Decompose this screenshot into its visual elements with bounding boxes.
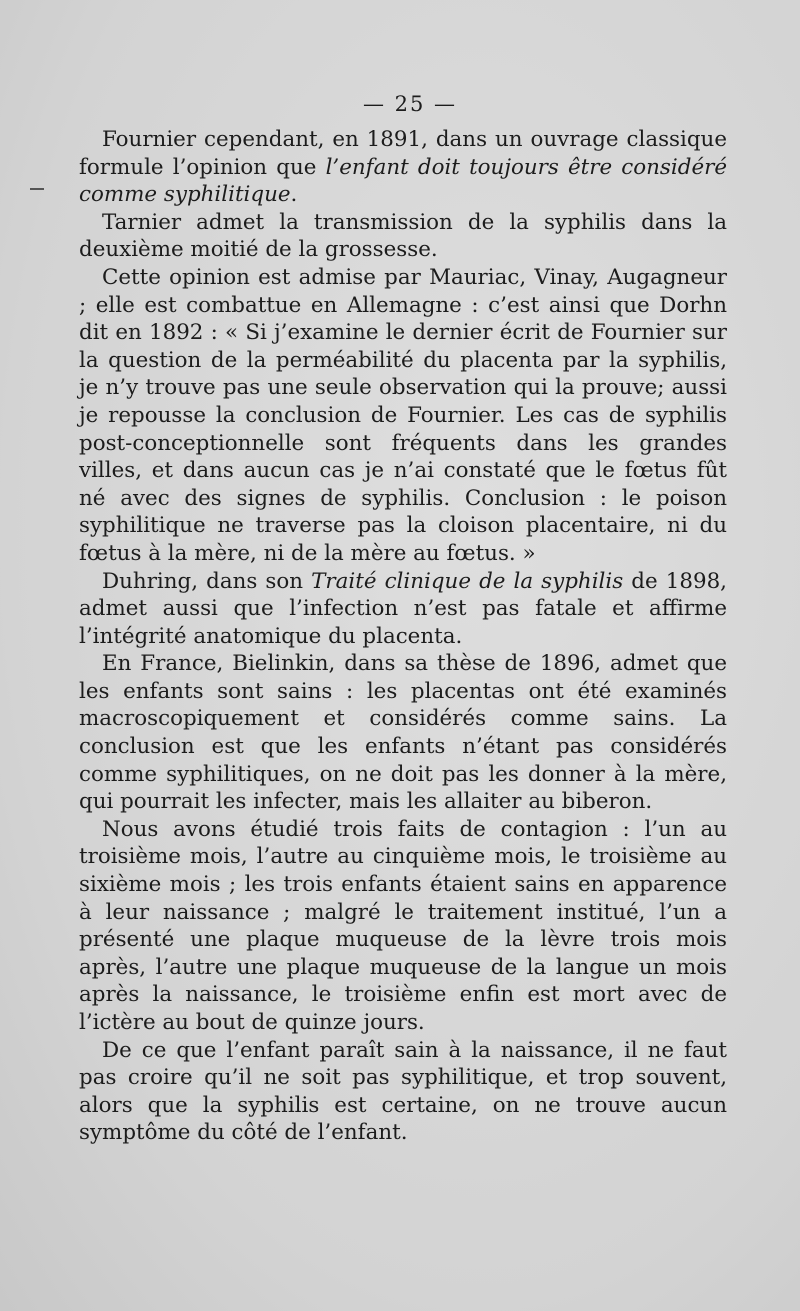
text-run: Cette opinion est admise par Mauriac, Vinay, Augagneur ; elle est combattue en Allemagne : c’est ainsi que Dorhn dit en 1892 : « Si j’examine le dernier écrit de Fournier sur la question de la perméabilité du placenta par la syphilis, je n’y trouve pas une seule observation qui la prouve; aussi je repousse la conclusion de Fournier. Les cas de syphilis post-conceptionnelle sont fréquents dans les grandes villes, et dans aucun cas je n’ai constaté que le fœtus fût né avec des signes de syphilis. Conclusion : le poison syphilitique ne traverse pas la cloison placentaire, ni du fœtus à la mère, ni de la mère au fœtus. »	[79, 264, 727, 566]
paragraph	[79, 816, 727, 1037]
paragraph	[79, 209, 727, 264]
body-text	[79, 126, 727, 1147]
paragraph	[79, 126, 727, 209]
paragraph	[79, 1037, 727, 1147]
text-run: Fournier cependant, en 1891, dans un ouvrage classique formule l’opinion que	[79, 127, 727, 180]
text-run: Tarnier admet la transmission de la syphilis dans la deuxième moitié de la grossesse.	[79, 209, 727, 263]
paragraph	[79, 264, 727, 568]
margin-mark	[30, 188, 44, 190]
italic-text: Traité clinique de la syphilis	[311, 568, 624, 594]
text-run: de 1898, admet aussi que l’infection n’est pas fatale et affirme l’intégrité anatomique du placenta.	[79, 568, 727, 649]
text-run: Nous avons étudié trois faits de contagion : l’un au troisième mois, l’autre au cinquième mois, le troisième au sixième mois ; les trois enfants étaient sains en apparence à leur naissance ; malgré le traitement institué, l’un a présenté une plaque muqueuse de la lèvre trois mois après, l’autre une plaque muqueuse de la langue un mois après la naissance, le troisième enfin est mort avec de l’ictère au bout de quinze jours.	[79, 816, 727, 1035]
italic-text: l’enfant doit toujours être considéré comme syphilitique	[79, 154, 727, 208]
paragraph	[79, 568, 727, 651]
paragraph	[79, 650, 727, 816]
text-run: .	[290, 182, 298, 208]
text-run: Duhring, dans son	[102, 568, 312, 594]
text-run: En France, Bielinkin, dans sa thèse de 1896, admet que les enfants sont sains : les placentas ont été examinés macroscopiquement et considérés comme sains. La conclusion est que les enfants n’étant pas considérés comme syphilitiques, on ne doit pas les donner à la mère, qui pourrait les infecter, mais les allaiter au biberon.	[79, 651, 727, 815]
text-run: De ce que l’enfant paraît sain à la naissance, il ne faut pas croire qu’il ne soit pas syphilitique, et trop souvent, alors que la syphilis est certaine, on ne trouve aucun symptôme du côté de l’enfant.	[79, 1037, 727, 1146]
page-number: — 25 —	[362, 92, 458, 116]
